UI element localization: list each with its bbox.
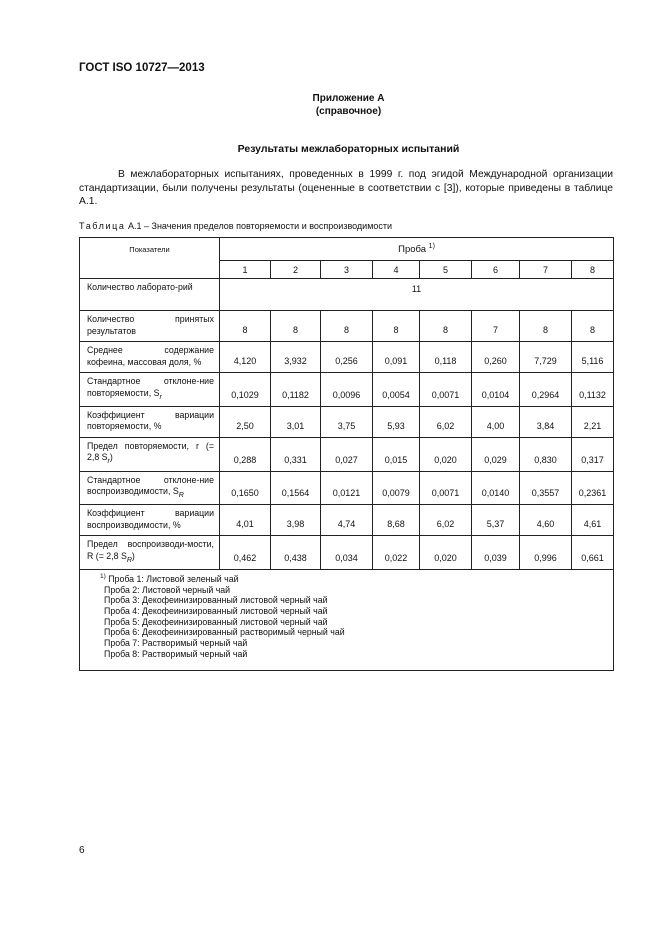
row-label-text: Предел воспроизводи-мости, R (= 2,8 S [87, 539, 214, 561]
footnote-row [80, 570, 614, 671]
table-cell: 2,21 [572, 406, 614, 437]
footnote-text: Проба 6: Декофеинизированный растворимый черный чай [104, 627, 345, 638]
table-row [80, 311, 614, 342]
table-cell: 0,256 [321, 342, 373, 373]
header-sample-label: Проба [398, 244, 427, 256]
table-cell: 8 [373, 311, 420, 342]
table-cell: 5,93 [373, 406, 420, 437]
table-cell: 0,027 [321, 437, 373, 471]
table-cell: 0,0079 [373, 471, 420, 505]
table-cell: 0,462 [220, 536, 271, 570]
table-caption-label: Таблица [79, 221, 126, 231]
annex-title: Приложение А [312, 93, 385, 104]
row-label [80, 505, 220, 536]
table-cell: 0,029 [472, 437, 520, 471]
annex-subtitle: (справочное) [315, 106, 382, 117]
table-cell: 0,091 [373, 342, 420, 373]
table-cell: 0,331 [271, 437, 321, 471]
row-label [80, 373, 220, 407]
table-cell: 0,2964 [520, 373, 572, 407]
table-row [80, 279, 614, 311]
table-cell: 6,02 [420, 406, 472, 437]
table-cell: 0,0121 [321, 471, 373, 505]
row-label-subscript: r [159, 393, 162, 401]
footnote-line [104, 638, 613, 649]
document-standard-id: ГОСТ ISO 10727—2013 [79, 62, 205, 74]
row-label-subscript: R [178, 491, 184, 499]
table-row [80, 373, 614, 407]
column-number: 3 [321, 261, 373, 279]
table-row [80, 406, 614, 437]
table-cell: 0,039 [472, 536, 520, 570]
table-header-row [80, 238, 614, 261]
footnote-line [104, 649, 613, 660]
table-cell: 0,0071 [420, 373, 472, 407]
row-label-tail: ) [109, 452, 113, 463]
table-caption-text: А.1 – Значения пределов повторяемости и воспроизводимости [125, 221, 393, 231]
footnote-text: Проба 2: Листовой черный чай [104, 584, 231, 595]
table-row [80, 342, 614, 373]
table-cell: 3,01 [271, 406, 321, 437]
column-number: 8 [572, 261, 614, 279]
row-label-text: Предел повторяемости, r (= 2,8 S [87, 440, 214, 463]
table-cell: 0,1650 [220, 471, 271, 505]
row-label [80, 406, 220, 437]
header-sample [220, 238, 614, 261]
column-number: 6 [472, 261, 520, 279]
table-cell: 2,50 [220, 406, 271, 437]
row-label-text: Коэффициент вариации повторяемости, % [87, 409, 214, 432]
row-label [80, 536, 220, 570]
row-label [80, 471, 220, 505]
row-label [80, 311, 220, 342]
row-label [80, 279, 220, 311]
footnote-mark: 1) [100, 573, 106, 580]
row-label [80, 342, 220, 373]
table-cell: 8 [420, 311, 472, 342]
footnote-line [104, 606, 613, 617]
table-cell: 5,37 [472, 505, 520, 536]
row-label-text: Стандартное отклоне-ние повторяемости, S [87, 376, 214, 398]
table-cell: 4,61 [572, 505, 614, 536]
column-number: 4 [373, 261, 420, 279]
table-cell: 0,015 [373, 437, 420, 471]
footnote-text: Проба 1: Листовой зеленый чай [108, 573, 239, 584]
row-label-text: Количество принятых результатов [87, 314, 214, 336]
footnote-text: Проба 5: Декофеинизированный листовой черный чай [104, 616, 328, 627]
footnote-line [104, 585, 613, 596]
table-cell: 5,116 [572, 342, 614, 373]
table-cell: 0,020 [420, 437, 472, 471]
table-cell: 0,2361 [572, 471, 614, 505]
footnote-line [104, 617, 613, 628]
table-cell: 0,288 [220, 437, 271, 471]
table-cell: 0,1132 [572, 373, 614, 407]
table-cell: 8 [321, 311, 373, 342]
table-cell: 7,729 [520, 342, 572, 373]
column-number: 7 [520, 261, 572, 279]
column-number: 2 [271, 261, 321, 279]
table-cell: 0,0096 [321, 373, 373, 407]
footnote-text: Проба 8: Растворимый черный чай [104, 648, 248, 659]
row-label-text: Количество лаборато-рий [87, 282, 193, 292]
table-cell: 8 [220, 311, 271, 342]
table-caption [79, 221, 392, 231]
page-number: 6 [79, 845, 85, 856]
table-cell: 0,1564 [271, 471, 321, 505]
table-cell: 0,996 [520, 536, 572, 570]
table-row [80, 471, 614, 505]
table-cell: 4,01 [220, 505, 271, 536]
footnote-text: Проба 3: Декофеинизированный листовой черный чай [104, 595, 328, 606]
table-row [80, 536, 614, 570]
footnote-line [100, 572, 613, 585]
header-indicators: Показатели [80, 238, 220, 279]
table-cell: 0,034 [321, 536, 373, 570]
row-label [80, 437, 220, 471]
table-cell: 0,0054 [373, 373, 420, 407]
table-cell: 0,438 [271, 536, 321, 570]
intro-paragraph [79, 168, 613, 209]
table-cell: 0,1029 [220, 373, 271, 407]
table-cell: 8,68 [373, 505, 420, 536]
table-cell: 4,60 [520, 505, 572, 536]
results-table [79, 237, 614, 671]
table-cell: 0,022 [373, 536, 420, 570]
footnote-text: Проба 7: Растворимый черный чай [104, 638, 248, 649]
table-cell: 3,75 [321, 406, 373, 437]
table-cell: 3,98 [271, 505, 321, 536]
row-label-text: Коэффициент вариации воспроизводимости, % [87, 508, 214, 530]
table-cell: 3,84 [520, 406, 572, 437]
table-cell: 4,00 [472, 406, 520, 437]
row-label-subscript: r [107, 458, 110, 465]
row-label-tail: ) [131, 550, 135, 561]
table-cell: 0,830 [520, 437, 572, 471]
footnote-line [104, 595, 613, 606]
table-cell: 0,260 [472, 342, 520, 373]
table-cell: 0,0140 [472, 471, 520, 505]
table-cell: 4,74 [321, 505, 373, 536]
row-label-text: Стандартное отклоне-ние воспроизводимости, S [87, 474, 214, 496]
table-cell: 0,317 [572, 437, 614, 471]
table-footnotes [80, 570, 614, 671]
table-cell: 0,0071 [420, 471, 472, 505]
section-title: Результаты межлабораторных испытаний [237, 143, 460, 155]
row-label-text: Среднее содержание кофеина, массовая доля, % [87, 345, 214, 367]
table-cell: 0,3557 [520, 471, 572, 505]
table-cell: 8 [520, 311, 572, 342]
row-label-subscript: R [126, 556, 132, 564]
table-cell: 0,661 [572, 536, 614, 570]
table-cell: 0,118 [420, 342, 472, 373]
table-cell: 7 [472, 311, 520, 342]
header-sample-note: 1) [428, 242, 435, 250]
column-number: 1 [220, 261, 271, 279]
merged-value-cell: 11 [220, 279, 614, 311]
table-cell: 8 [572, 311, 614, 342]
table-cell: 3,932 [271, 342, 321, 373]
table-row [80, 437, 614, 471]
table-cell: 4,120 [220, 342, 271, 373]
column-number: 5 [420, 261, 472, 279]
footnote-text: Проба 4: Декофеинизированный листовой черный чай [104, 606, 328, 617]
table-cell: 0,0104 [472, 373, 520, 407]
table-cell: 0,1182 [271, 373, 321, 407]
table-row [80, 505, 614, 536]
table-cell: 6,02 [420, 505, 472, 536]
footnote-line [104, 627, 613, 638]
intro-text: В межлабораторных испытаниях, проведенных в 1999 г. под эгидой Международной организации стандартизации, были получены результаты (оцененные в соответствии с [3]), которые приведены в таблице А.1. [79, 169, 613, 208]
table-cell: 8 [271, 311, 321, 342]
table-cell: 0,020 [420, 536, 472, 570]
